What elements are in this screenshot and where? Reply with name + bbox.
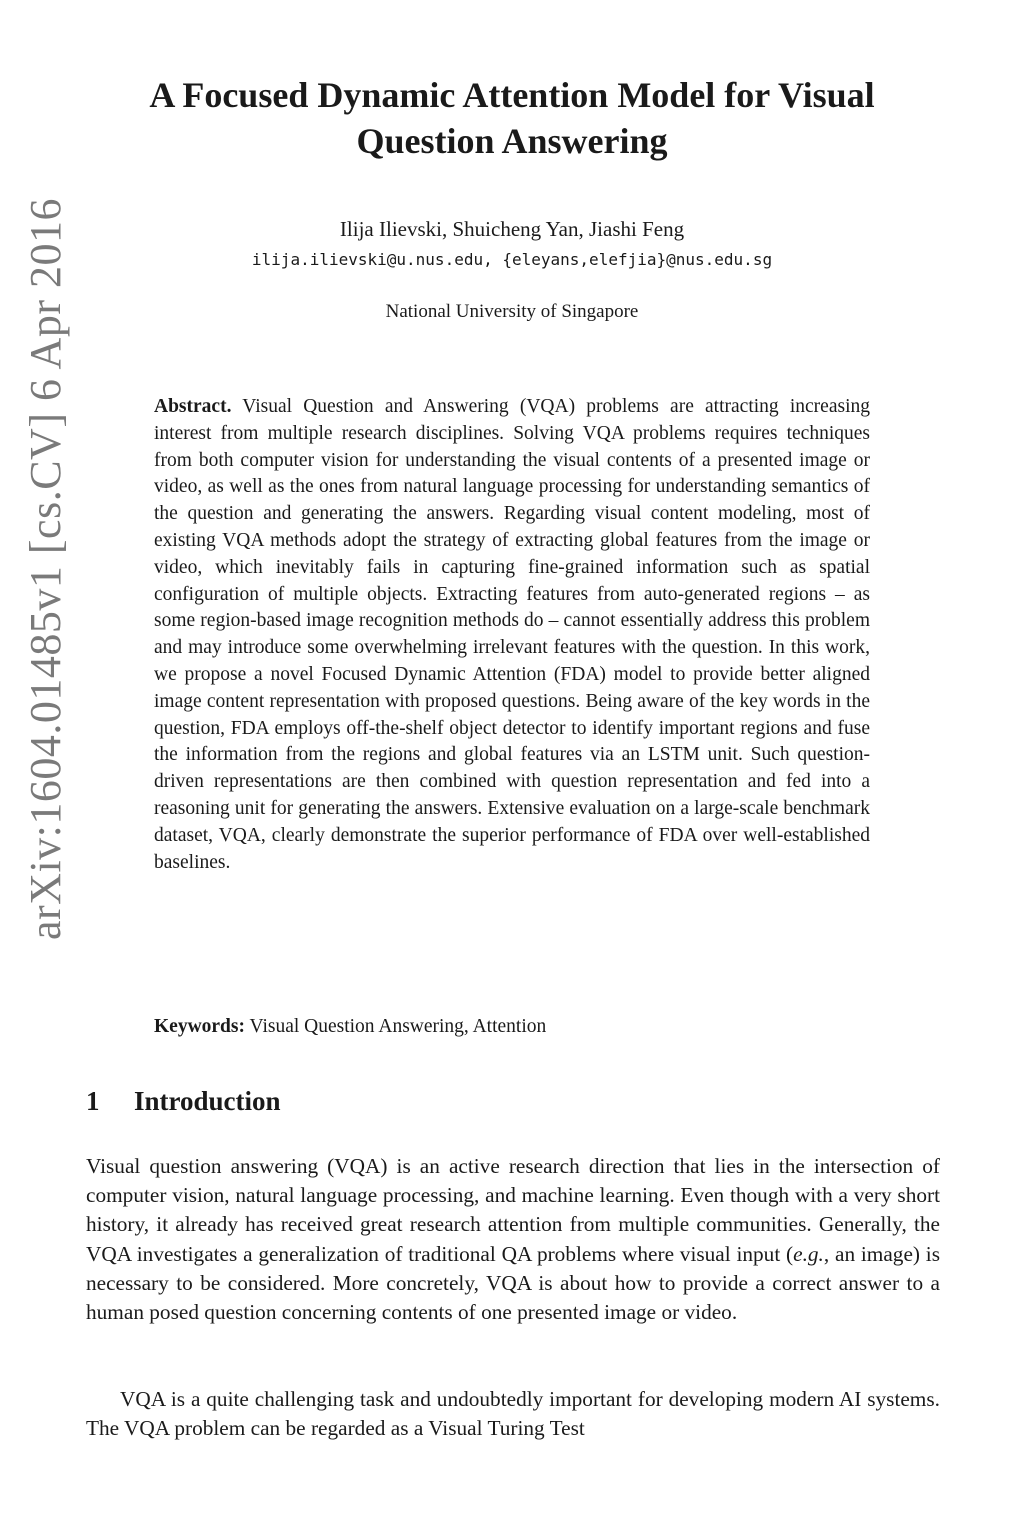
intro-paragraph-2: VQA is a quite challenging task and undoubtedly important for developing modern AI systems. The VQA problem can be regarded as a Visual Turing Test [86, 1387, 940, 1441]
section-heading-introduction [86, 1086, 281, 1117]
abstract-text: Visual Question and Answering (VQA) problems are attracting increasing interest from multiple research disciplines. Solving VQA problems requires techniques from both computer vision for understanding the visual contents of a presented image or video, as well as the ones from natural language processing for understanding semantics of the question and generating the answers. Regarding visual content modeling, most of existing VQA methods adopt the strategy of extracting global features from the image or video, which inevitably fails in capturing fine-grained information such as spatial configuration of multiple objects. Extracting features from auto-generated regions – as some region-based image recognition methods do – cannot essentially address this problem and may introduce some overwhelming irrelevant features with the question. In this work, we propose a novel Focused Dynamic Attention (FDA) model to provide better aligned image content representation with proposed questions. Being aware of the key words in the question, FDA employs off-the-shelf object detector to identify important regions and fuse the information from the regions and global features via an LSTM unit. Such question-driven representations are then combined with question representation and fed into a reasoning unit for generating the answers. Extensive evaluation on a large-scale benchmark dataset, VQA, clearly demonstrate the superior performance of FDA over well-established baselines. [154, 396, 870, 873]
author-affiliation: National University of Singapore [385, 301, 639, 322]
arxiv-sidebar-stamp: arXiv:1604.01485v1 [cs.CV] 6 Apr 2016 [21, 198, 70, 940]
intro-p1-eg: e.g. [793, 1241, 824, 1266]
abstract-label: Abstract. [154, 396, 232, 417]
author-emails: ilija.ilievski@u.nus.edu, {eleyans,elefjia}@nus.edu.sg [251, 250, 773, 269]
intro-paragraph-1 [86, 1152, 940, 1327]
keywords-text: Visual Question Answering, Attention [249, 1016, 547, 1037]
keywords-label: Keywords: [154, 1016, 245, 1037]
intro-p1-text-b: , an image) is necessary to be considered. More concretely, VQA is about how to provide a correct answer to a human posed question concerning contents of one presented image or video. [86, 1241, 940, 1325]
abstract [154, 394, 870, 876]
section-title: Introduction [134, 1086, 281, 1116]
paper-title: A Focused Dynamic Attention Model for Visual Question Answering [149, 75, 875, 161]
paper-authors: Ilija Ilievski, Shuicheng Yan, Jiashi Feng [339, 217, 685, 241]
intro-p1-text-a: Visual question answering (VQA) is an active research direction that lies in the intersection of computer vision, natural language processing, and machine learning. Even though with a very short history, it already has received great research attention from multiple communities. Generally, the VQA investigates a generalization of traditional QA problems where visual input ( [86, 1154, 940, 1266]
keywords [154, 1016, 870, 1038]
section-number: 1 [86, 1086, 100, 1116]
